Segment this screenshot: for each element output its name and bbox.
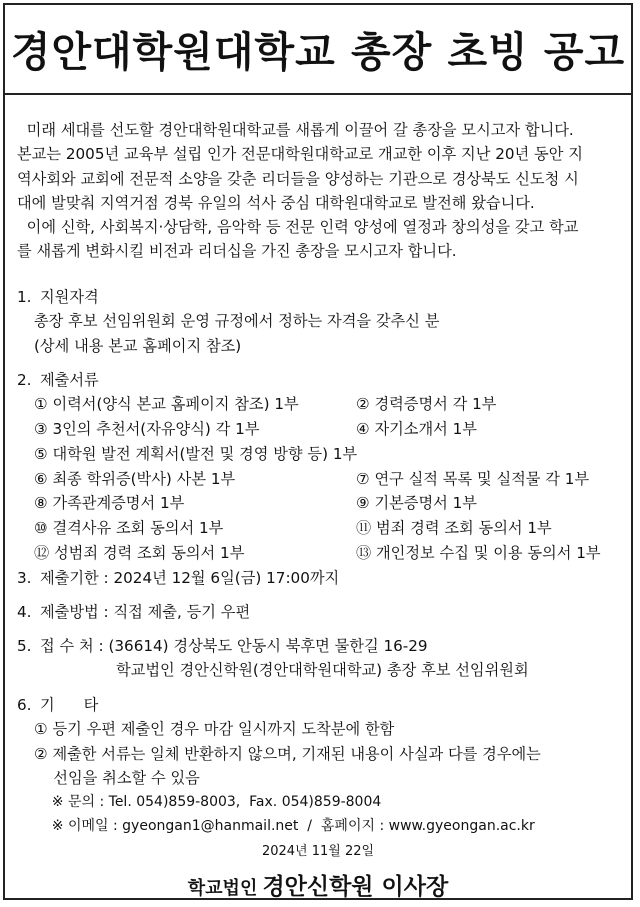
document-item: ① 이력서(양식 본교 홈페이지 참조) 1부	[34, 395, 299, 414]
document-item: ② 경력증명서 각 1부	[356, 395, 497, 414]
section-heading	[17, 285, 629, 309]
notice-date: 2024년 11월 22일	[261, 844, 375, 859]
issuer-name: 경안신학원 이사장	[262, 874, 449, 900]
section-method	[17, 600, 629, 624]
section-number: 5.	[17, 637, 32, 655]
section-number: 1.	[17, 288, 32, 306]
etc-line: 선임을 취소할 수 있음	[34, 768, 200, 787]
intro-paragraph	[17, 118, 629, 264]
document-row	[17, 417, 629, 442]
document-row	[17, 392, 629, 417]
document-row	[17, 442, 629, 467]
section-number: 3.	[17, 569, 32, 587]
document-item: ⑪ 범죄 경력 조회 동의서 1부	[356, 519, 552, 538]
section-heading	[17, 600, 629, 624]
deadline-text: 제출기한 : 2024년 12월 6일(금) 17:00까지	[40, 569, 340, 587]
section-etc	[17, 693, 629, 839]
document-item: ⑧ 가족관계증명서 1부	[34, 494, 185, 513]
section-title: 기 타	[40, 696, 99, 714]
notice-title: 경안대학원대학교 총장 초빙 공고	[10, 27, 626, 76]
document-item: ⑤ 대학원 발전 계획서(발전 및 경영 방향 등) 1부	[34, 444, 358, 463]
address-text: 접 수 처 : (36614) 경상북도 안동시 북후면 물한길 16-29	[40, 637, 428, 655]
section-heading	[17, 368, 629, 392]
qualification-line: (상세 내용 본교 홈페이지 참조)	[34, 336, 242, 355]
section-number: 2.	[17, 371, 32, 389]
contact-phone: ※ 문의 : Tel. 054)859-8003, Fax. 054)859-8004	[34, 794, 382, 811]
title-box	[3, 3, 633, 93]
document-item: ⑫ 성범죄 경력 조회 동의서 1부	[34, 544, 245, 563]
address-line2: 학교법인 경안신학원(경안대학원대학교) 총장 후보 선임위원회	[116, 661, 529, 680]
document-item: ⑦ 연구 실적 목록 및 실적물 각 1부	[356, 469, 590, 488]
section-title: 제출서류	[40, 371, 99, 389]
issuer	[3, 868, 633, 901]
contact-email: ※ 이메일 : gyeongan1@hanmail.net / 홈페이지 : www.gyeongan.ac.kr	[34, 818, 535, 835]
document-item: ⑩ 결격사유 조회 동의서 1부	[34, 519, 224, 538]
etc-line: ② 제출한 서류는 일체 반환하지 않으며, 기재된 내용이 사실과 다를 경우에는	[34, 744, 541, 763]
intro-line: 미래 세대를 선도할 경안대학원대학교를 새롭게 이끌어 갈 총장을 모시고자 합니다.	[17, 121, 574, 139]
document-row	[17, 467, 629, 492]
section-number: 4.	[17, 603, 32, 621]
document-item: ③ 3인의 추천서(자유양식) 각 1부	[34, 420, 260, 439]
title-divider	[3, 93, 633, 95]
document-row	[17, 491, 629, 516]
qualification-line: 총장 후보 선임위원회 운영 규정에서 정하는 자격을 갖추신 분	[34, 312, 440, 331]
document-row	[17, 541, 629, 566]
document-item: ⑨ 기본증명서 1부	[356, 494, 477, 513]
section-title: 지원자격	[40, 288, 99, 306]
intro-line: 를 새롭게 변화시킬 비전과 리더십을 가진 총장을 모시고자 합니다.	[17, 242, 457, 261]
section-address	[17, 634, 629, 683]
section-qualification	[17, 285, 629, 358]
issuer-prefix: 학교법인	[187, 878, 258, 899]
section-deadline	[17, 566, 629, 590]
document-row	[17, 516, 629, 541]
intro-line: 역사회와 교회에 전문적 소양을 갖춘 리더들을 양성하는 기관으로 경상북도 신도청 시	[17, 169, 579, 188]
document-item: ⑥ 최종 학위증(박사) 사본 1부	[34, 469, 236, 488]
method-text: 제출방법 : 직접 제출, 등기 우편	[40, 603, 251, 621]
document-item: ④ 자기소개서 1부	[356, 420, 477, 439]
etc-line: ① 등기 우편 제출인 경우 마감 일시까지 도착분에 한함	[34, 720, 395, 739]
intro-line: 본교는 2005년 교육부 설립 인가 전문대학원대학교로 개교한 이후 지난 20년 동안 지	[17, 145, 583, 164]
intro-line: 대에 발맞춰 지역거점 경북 유일의 석사 중심 대학원대학교로 발전해 왔습니다.	[17, 193, 535, 212]
section-heading	[17, 566, 629, 590]
document-item: ⑬ 개인정보 수집 및 이용 동의서 1부	[356, 544, 601, 563]
section-heading	[17, 634, 629, 658]
section-heading	[17, 693, 629, 717]
intro-line: 이에 신학, 사회복지·상담학, 음악학 등 전문 인력 양성에 열정과 창의성을 갖고 학교	[17, 218, 579, 237]
section-number: 6.	[17, 696, 32, 714]
section-documents	[17, 368, 629, 566]
